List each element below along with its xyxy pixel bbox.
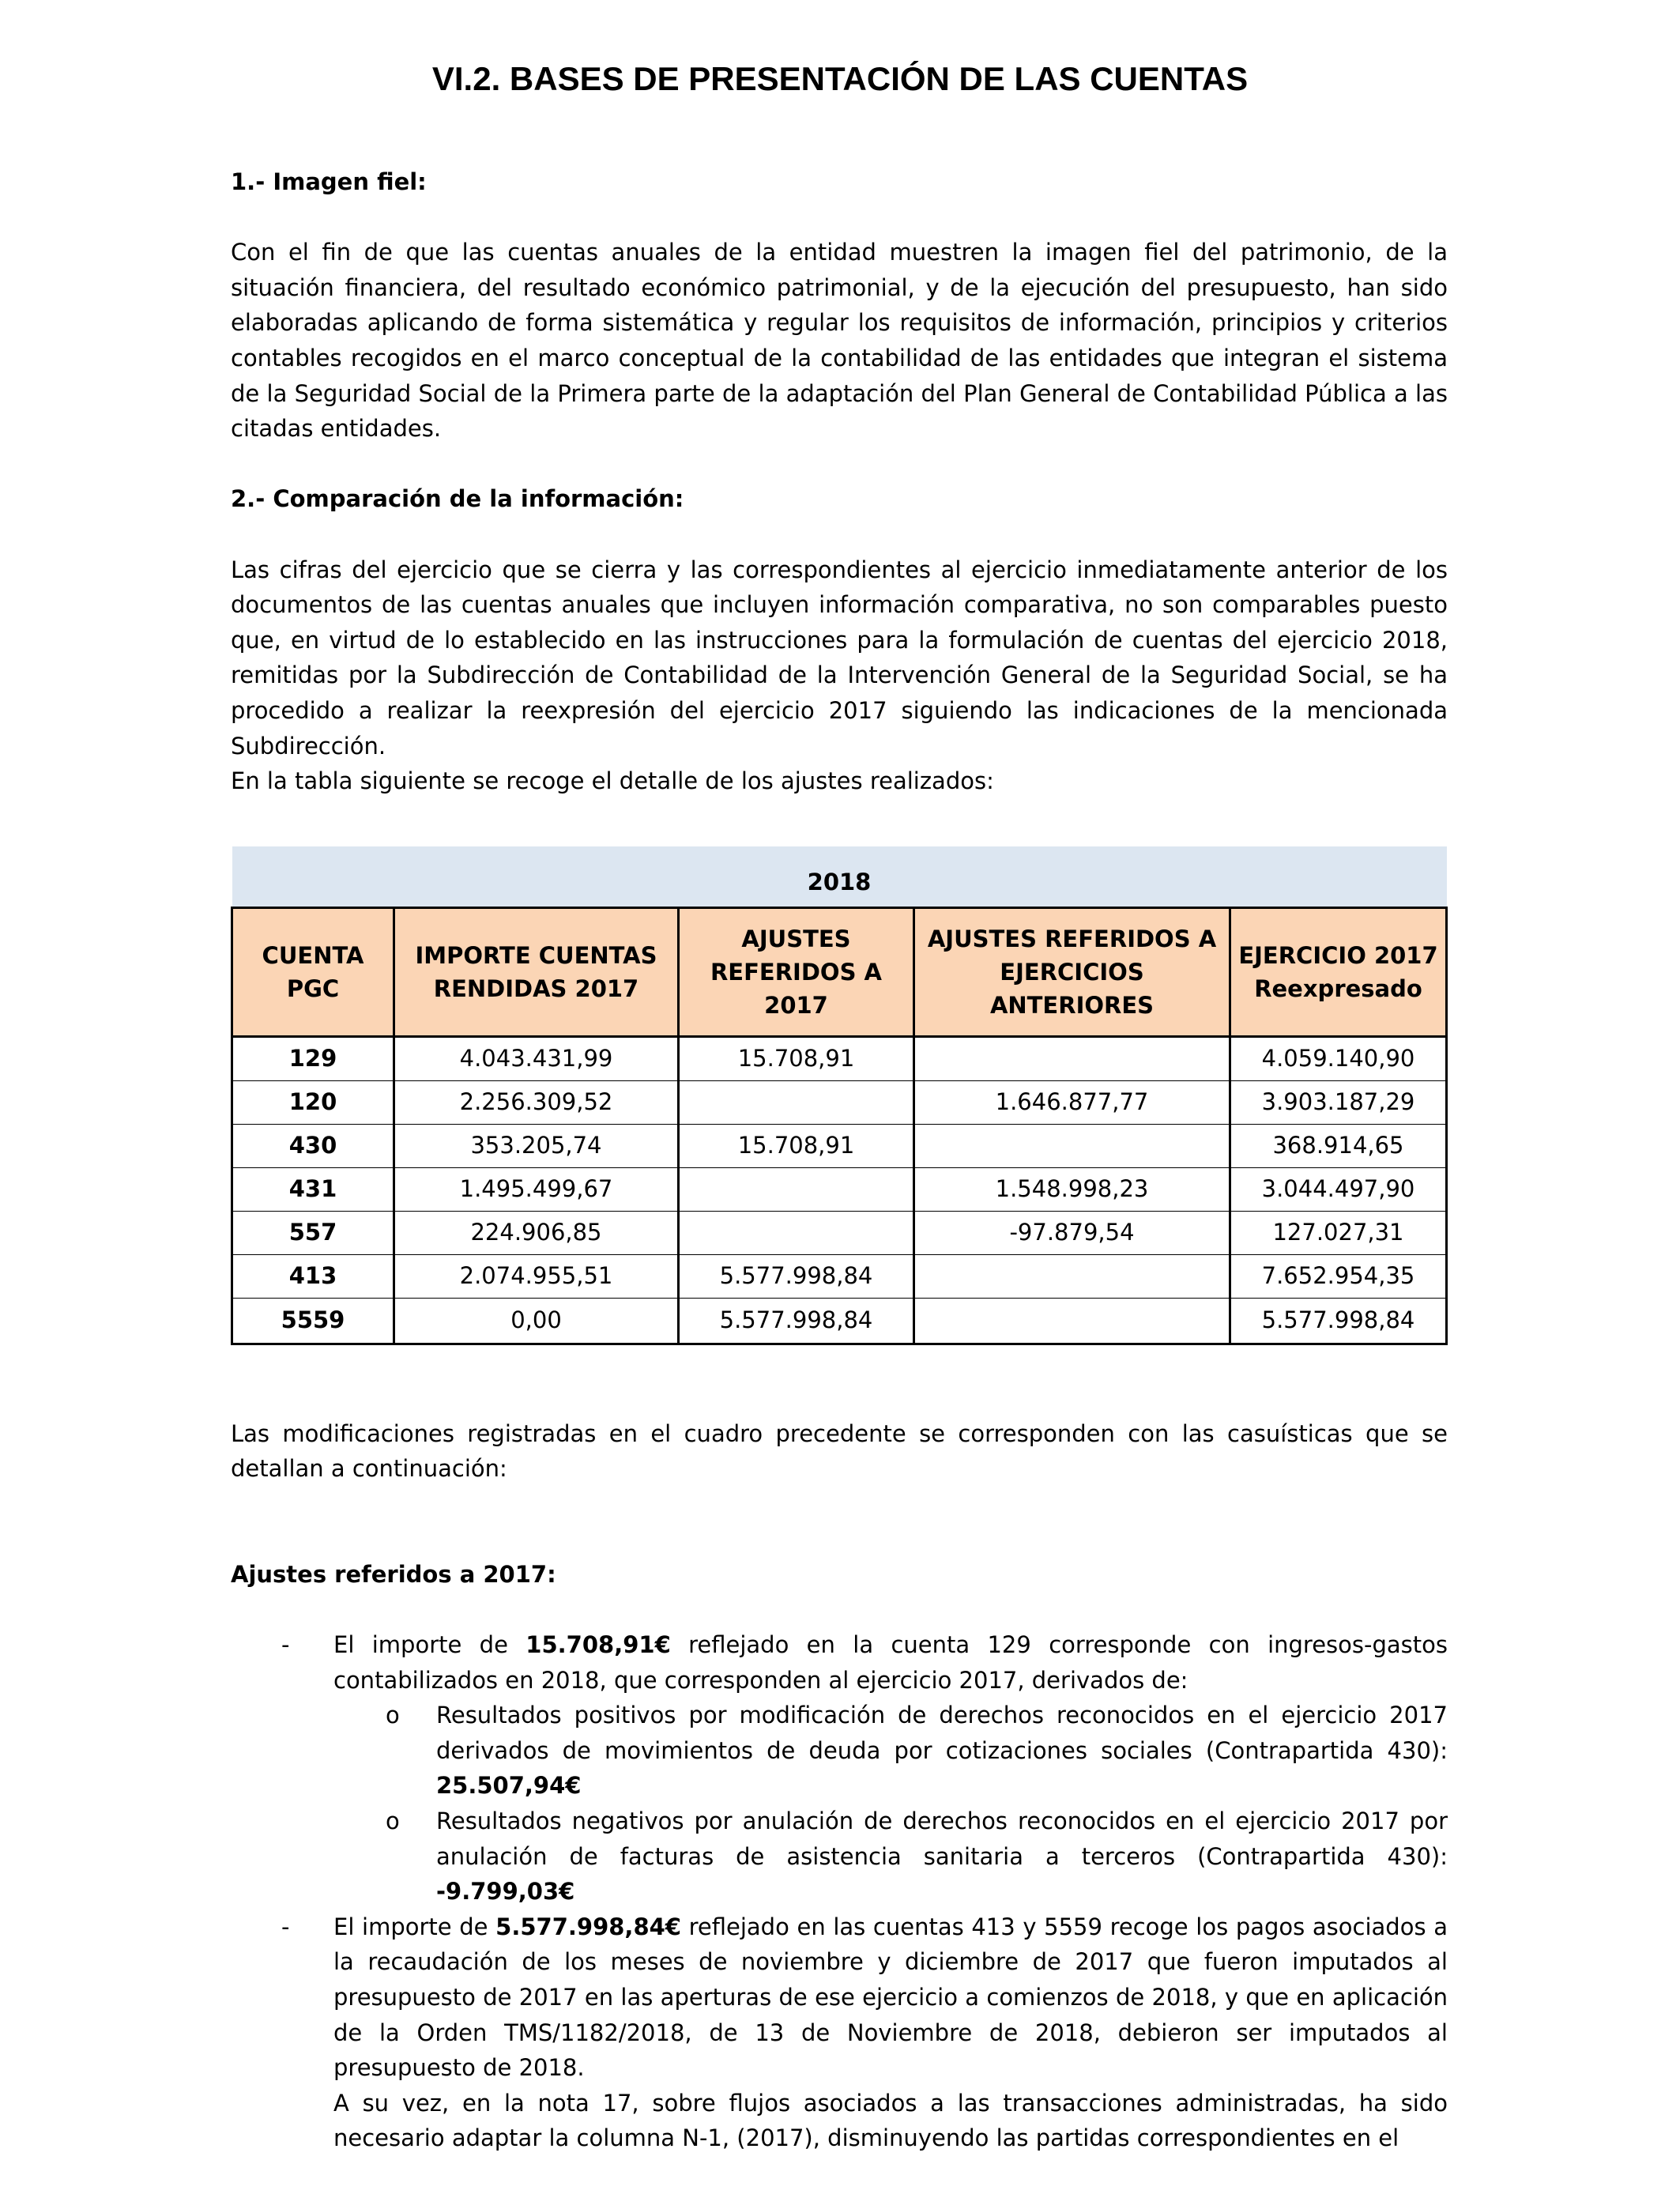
cell-reexpresado: 127.027,31: [1230, 1211, 1447, 1254]
cell-ajustes-2017: [679, 1211, 914, 1254]
cell-importe: 0,00: [394, 1298, 679, 1344]
list-item: - El importe de 15.708,91€ reflejado en la cuenta 129 corresponde con ingresos-gastos contabilizados en 2018, que corresponden al ejercicio 2017, derivados de: o Resultados positivos por modificación de derechos reconocidos en el ejercicio 2017 derivados de movimientos de deuda por cotizaciones sociales (Contrapartida 430): 25.507,94€ o Resultados negativos por anulación de derechos reconocidos en el ejercicio 2017 por anulación de facturas de asistencia sanitaria a terceros (Contrapartida 430): -9.799,03€: [231, 1627, 1448, 1909]
table-row: [232, 1124, 1447, 1167]
cell-importe: 353.205,74: [394, 1124, 679, 1167]
cell-importe: 224.906,85: [394, 1211, 679, 1254]
amount-15708: 15.708,91€: [525, 1631, 671, 1659]
cell-ajustes-anteriores: 1.548.998,23: [914, 1167, 1230, 1211]
cell-ajustes-anteriores: [914, 1124, 1230, 1167]
table-row: [232, 1080, 1447, 1124]
header-ajustes-2017: AJUSTES REFERIDOS A 2017: [679, 907, 914, 1036]
cell-cuenta: 120: [232, 1080, 394, 1124]
after-table-text: Las modificaciones registradas en el cuadro precedente se corresponden con las casuísticas que se detallan a continuación:: [231, 1419, 1448, 1483]
cell-reexpresado: 5.577.998,84: [1230, 1298, 1447, 1344]
cell-reexpresado: 3.044.497,90: [1230, 1167, 1447, 1211]
section-heading-ajustes-2017: Ajustes referidos a 2017:: [231, 1560, 556, 1588]
header-cuenta: CUENTA PGC: [232, 907, 394, 1036]
amount-9799: -9.799,03€: [436, 1878, 575, 1906]
amount-5577998: 5.577.998,84€: [495, 1913, 681, 1940]
cell-ajustes-2017: [679, 1167, 914, 1211]
cell-ajustes-anteriores: 1.646.877,77: [914, 1080, 1230, 1124]
section-heading-imagen-fiel: 1.- Imagen fiel:: [231, 168, 427, 195]
table-row: [232, 1298, 1447, 1344]
continuation-text: A su vez, en la nota 17, sobre flujos asociados a las transacciones administradas, ha sido necesario adaptar la columna N-1, (2017), disminuyendo las partidas correspondientes en el: [333, 2089, 1448, 2152]
cell-importe: 1.495.499,67: [394, 1167, 679, 1211]
table-row: [232, 1036, 1447, 1080]
sub-list-item: o Resultados positivos por modificación de derechos reconocidos en el ejercicio 2017 derivados de movimientos de deuda por cotizaciones sociales (Contrapartida 430): 25.507,94€: [231, 1698, 1448, 1804]
cell-ajustes-2017: 5.577.998,84: [679, 1254, 914, 1298]
cell-ajustes-2017: 5.577.998,84: [679, 1298, 914, 1344]
cell-reexpresado: 7.652.954,35: [1230, 1254, 1447, 1298]
list-item: - El importe de 5.577.998,84€ reflejado en las cuentas 413 y 5559 recoge los pagos asociados a la recaudación de los meses de noviembre y diciembre de 2017 que fueron imputados al presupuesto de 2017 en las aperturas de ese ejercicio a comienzos de 2018, y que en aplicación de la Orden TMS/1182/2018, de 13 de Noviembre de 2018, debieron ser imputados al presupuesto de 2018. A su vez, en la nota 17, sobre flujos asociados a las transacciones administradas, ha sido necesario adaptar la columna N-1, (2017), disminuyendo las partidas correspondientes en el: [231, 1909, 1448, 2156]
cell-cuenta: 5559: [232, 1298, 394, 1344]
table-row: [232, 1254, 1447, 1298]
cell-importe: 2.256.309,52: [394, 1080, 679, 1124]
cell-reexpresado: 368.914,65: [1230, 1124, 1447, 1167]
cell-reexpresado: 4.059.140,90: [1230, 1036, 1447, 1080]
circle-bullet: o: [386, 1808, 400, 1835]
table-header-row: [232, 907, 1447, 1036]
cell-ajustes-2017: 15.708,91: [679, 1036, 914, 1080]
table-year: 2018: [232, 846, 1447, 908]
header-reexpresado: EJERCICIO 2017 Reexpresado: [1230, 907, 1447, 1036]
section-heading-comparacion: 2.- Comparación de la información:: [231, 485, 684, 513]
circle-bullet: o: [386, 1702, 400, 1729]
cell-reexpresado: 3.903.187,29: [1230, 1080, 1447, 1124]
cell-ajustes-anteriores: [914, 1298, 1230, 1344]
section-text-comparacion: Las cifras del ejercicio que se cierra y las correspondientes al ejercicio inmediatamente anterior de los documentos de las cuentas anuales que incluyen información comparativa, no son comparables puesto que, en virtud de lo establecido en las instrucciones para la formulación de cuentas del ejercicio 2018, remitidas por la Subdirección de Contabilidad de la Intervención General de la Seguridad Social, se ha procedido a realizar la reexpresión del ejercicio 2017 siguiendo las indicaciones de la mencionada Subdirección.: [231, 556, 1448, 760]
document-body: [231, 164, 1448, 2156]
dash-bullet: -: [281, 1913, 290, 1940]
table-body: [232, 1036, 1447, 1344]
header-importe: IMPORTE CUENTAS RENDIDAS 2017: [394, 907, 679, 1036]
cell-cuenta: 430: [232, 1124, 394, 1167]
cell-cuenta: 557: [232, 1211, 394, 1254]
cell-ajustes-2017: 15.708,91: [679, 1124, 914, 1167]
cell-cuenta: 129: [232, 1036, 394, 1080]
table-intro: En la tabla siguiente se recoge el detalle de los ajustes realizados:: [231, 767, 994, 795]
section-text-imagen-fiel: Con el fin de que las cuentas anuales de la entidad muestren la imagen fiel del patrimonio, de la situación financiera, del resultado económico patrimonial, y de la ejecución del presupuesto, han sido elaboradas aplicando de forma sistemática y regular los requisitos de información, principios y criterios contables recogidos en el marco conceptual de la contabilidad de las entidades que integran el sistema de la Seguridad Social de la Primera parte de la adaptación del Plan General de Contabilidad Pública a las citadas entidades.: [231, 239, 1448, 443]
page-title: VI.2. BASES DE PRESENTACIÓN DE LAS CUENTAS: [431, 60, 1249, 97]
cell-ajustes-anteriores: [914, 1036, 1230, 1080]
table-year-row: [232, 846, 1447, 908]
cell-ajustes-anteriores: [914, 1254, 1230, 1298]
table-row: [232, 1211, 1447, 1254]
header-ajustes-anteriores: AJUSTES REFERIDOS A EJERCICIOS ANTERIORES: [914, 907, 1230, 1036]
cell-ajustes-2017: [679, 1080, 914, 1124]
cell-cuenta: 431: [232, 1167, 394, 1211]
dash-bullet: -: [281, 1631, 290, 1659]
adjustments-list: [231, 1627, 1448, 2156]
cell-importe: 2.074.955,51: [394, 1254, 679, 1298]
cell-ajustes-anteriores: -97.879,54: [914, 1211, 1230, 1254]
cell-importe: 4.043.431,99: [394, 1036, 679, 1080]
cell-cuenta: 413: [232, 1254, 394, 1298]
adjustments-table: [231, 846, 1448, 1345]
table-row: [232, 1167, 1447, 1211]
amount-25507: 25.507,94€: [436, 1772, 582, 1800]
sub-list-item: o Resultados negativos por anulación de derechos reconocidos en el ejercicio 2017 por anulación de facturas de asistencia sanitaria a terceros (Contrapartida 430): -9.799,03€: [231, 1804, 1448, 1909]
